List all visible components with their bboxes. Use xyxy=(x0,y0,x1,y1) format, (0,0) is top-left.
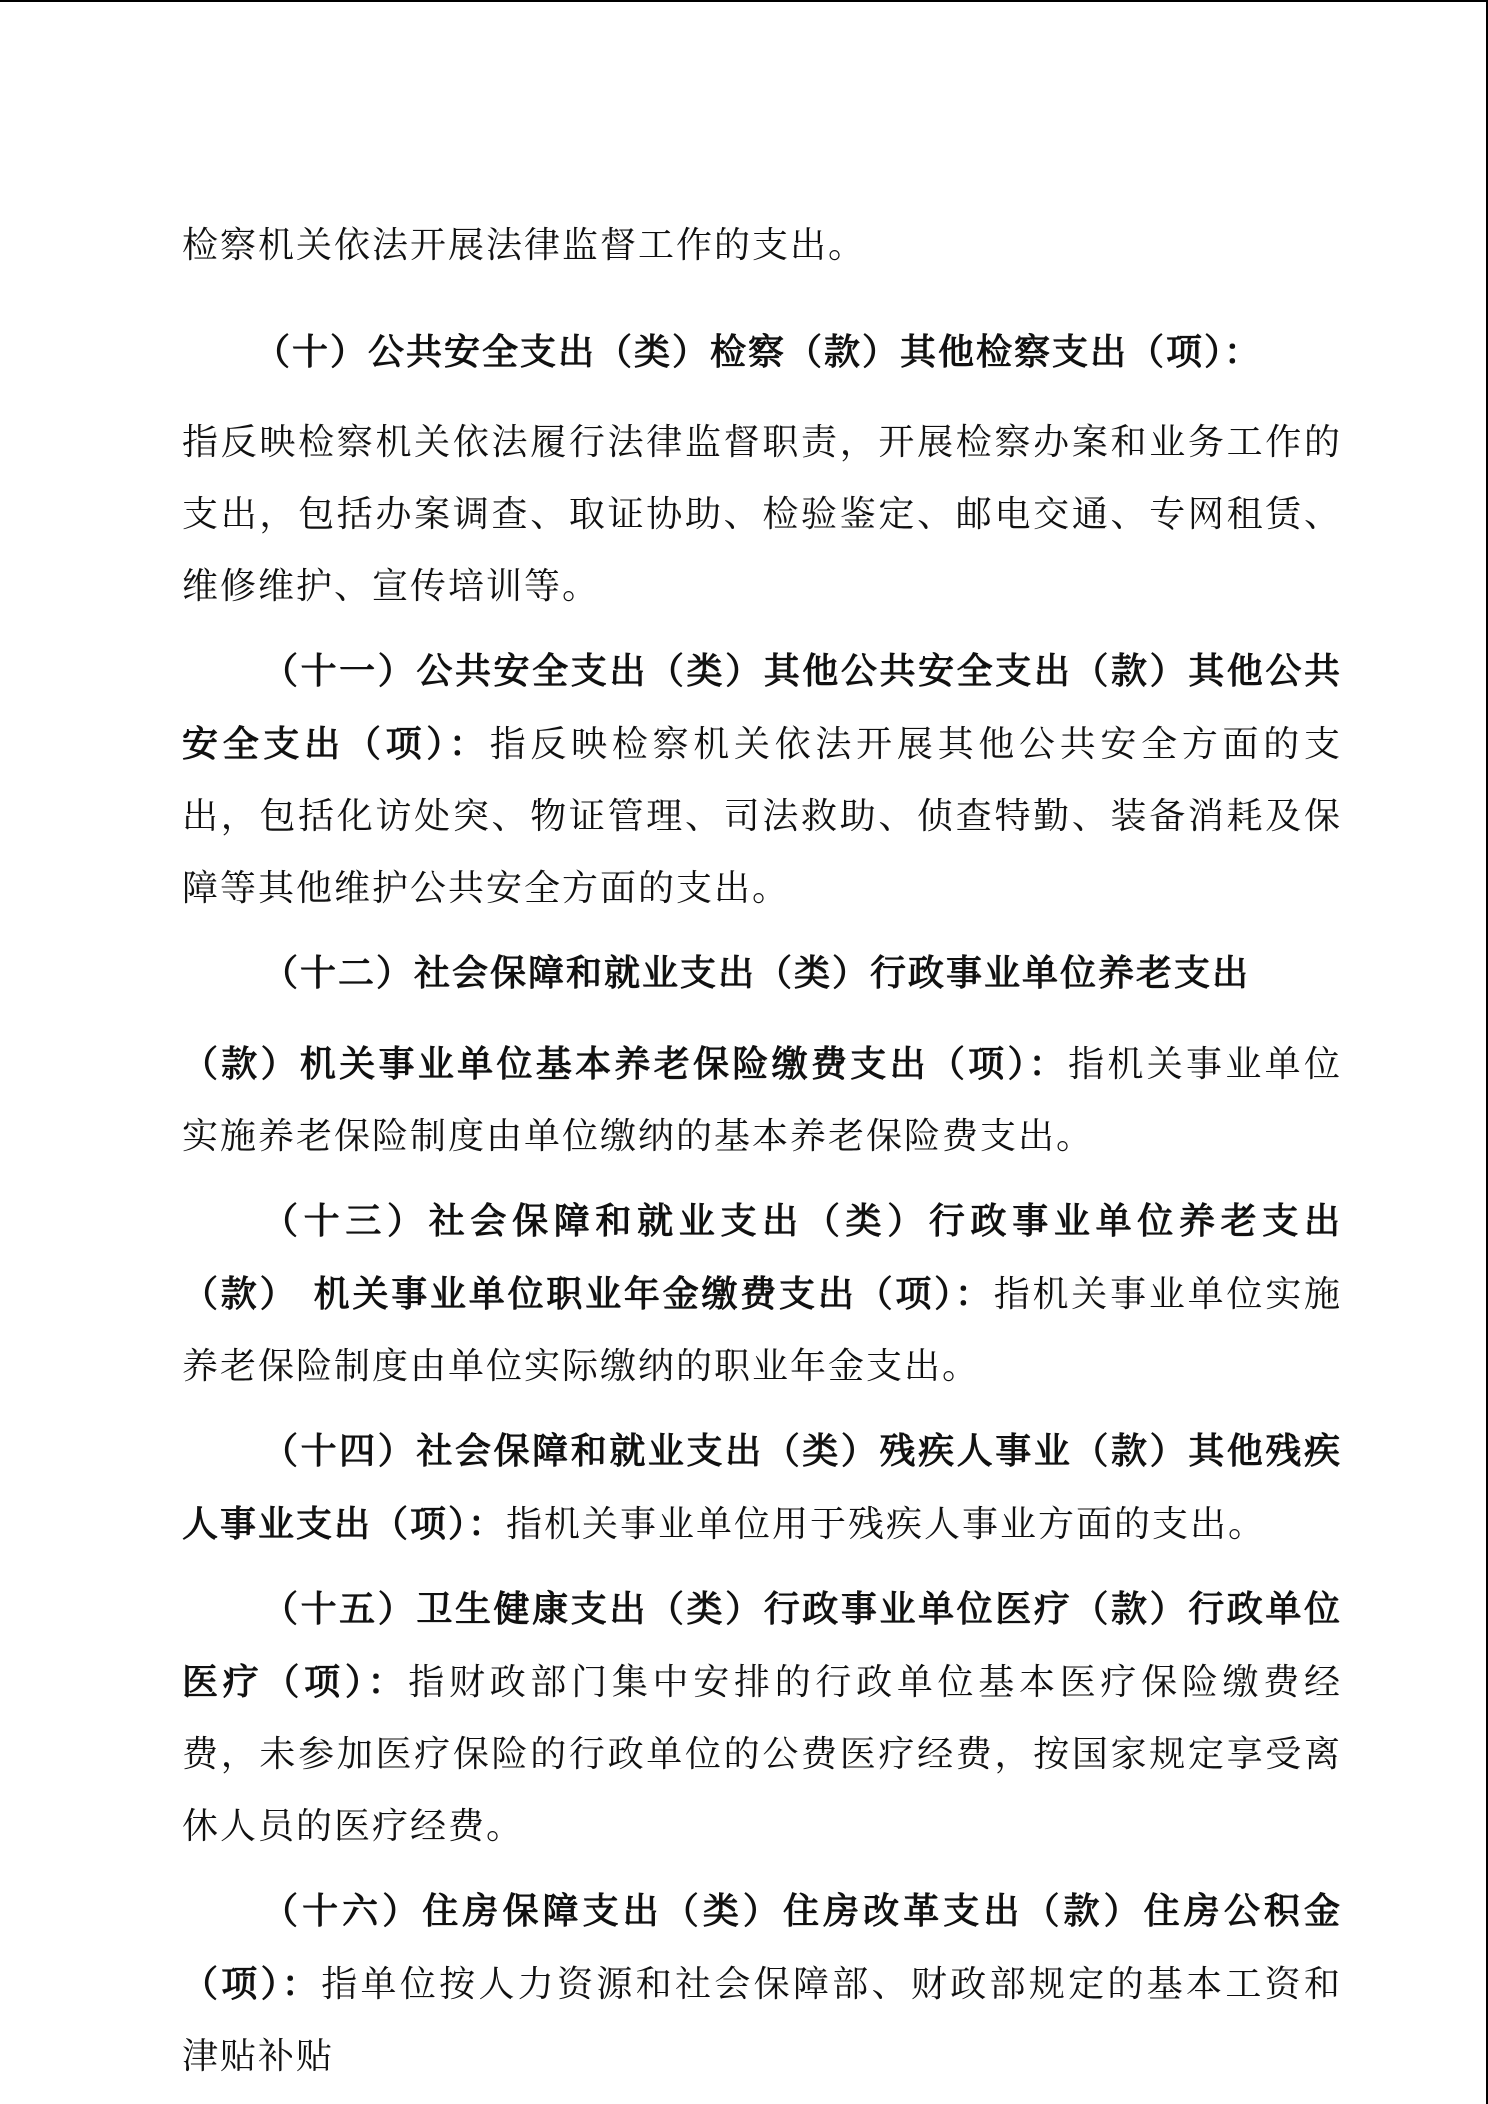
paragraph-text: 指单位按人力资源和社会保障部、财政部规定的基本工资和津贴补贴 xyxy=(182,1964,1342,2077)
section-heading: （款）机关事业单位基本养老保险缴费支出（项）： xyxy=(182,1043,1069,1085)
paragraph-text: 检察机关依法开展法律监督工作的支出。 xyxy=(182,225,867,266)
paragraph-14 xyxy=(182,1415,1342,1561)
section-heading: （十三）社会保障和就业支出（类）行政事业单位养老支出（款） 机关事业单位职业年金缴费支出（项）： xyxy=(182,1200,1342,1315)
section-heading: （十一）公共安全支出（类）其他公共安全支出（款）其他公共安全支出（项）： xyxy=(182,650,1342,765)
paragraph-13 xyxy=(182,1185,1342,1403)
section-heading: （十六）住房保障支出（类）住房改革支出（款）住房公积金（项）： xyxy=(182,1890,1342,2005)
paragraph-heading-10 xyxy=(182,316,1342,389)
paragraph-11 xyxy=(182,635,1342,925)
paragraph-text: 指机关事业单位实施养老保险制度由单位实际缴纳的职业年金支出。 xyxy=(182,1274,1342,1387)
paragraph-text: 指机关事业单位用于残疾人事业方面的支出。 xyxy=(506,1504,1267,1545)
paragraph-10-description xyxy=(182,407,1342,623)
paragraph-16 xyxy=(182,1875,1342,2093)
paragraph-text: 指财政部门集中安排的行政单位基本医疗保险缴费经费，未参加医疗保险的行政单位的公费医疗经费，按国家规定享受离休人员的医疗经费。 xyxy=(182,1662,1342,1847)
paragraph-heading-12 xyxy=(182,937,1342,1010)
section-heading: （十四）社会保障和就业支出（类）残疾人事业（款）其他残疾人事业支出（项）： xyxy=(182,1430,1342,1545)
section-heading: （十五）卫生健康支出（类）行政事业单位医疗（款）行政单位医疗（项）： xyxy=(182,1588,1342,1703)
paragraph-text: 指机关事业单位实施养老保险制度由单位缴纳的基本养老保险费支出。 xyxy=(182,1044,1342,1157)
document-body xyxy=(182,210,1342,2093)
paragraph-text: 指反映检察机关依法开展其他公共安全方面的支出，包括化访处突、物证管理、司法救助、侦查特勤、装备消耗及保障等其他维护公共安全方面的支出。 xyxy=(182,724,1342,909)
section-heading: （十）公共安全支出（类）检察（款）其他检察支出（项）： xyxy=(254,331,1263,373)
section-heading: （十二）社会保障和就业支出（类）行政事业单位养老支出 xyxy=(262,952,1251,994)
paragraph-continuation xyxy=(182,210,1342,282)
paragraph-15 xyxy=(182,1573,1342,1863)
paragraph-12-continuation xyxy=(182,1028,1342,1173)
paragraph-text: 指反映检察机关依法履行法律监督职责，开展检察办案和业务工作的支出，包括办案调查、取证协助、检验鉴定、邮电交通、专网租赁、维修维护、宣传培训等。 xyxy=(182,422,1342,607)
